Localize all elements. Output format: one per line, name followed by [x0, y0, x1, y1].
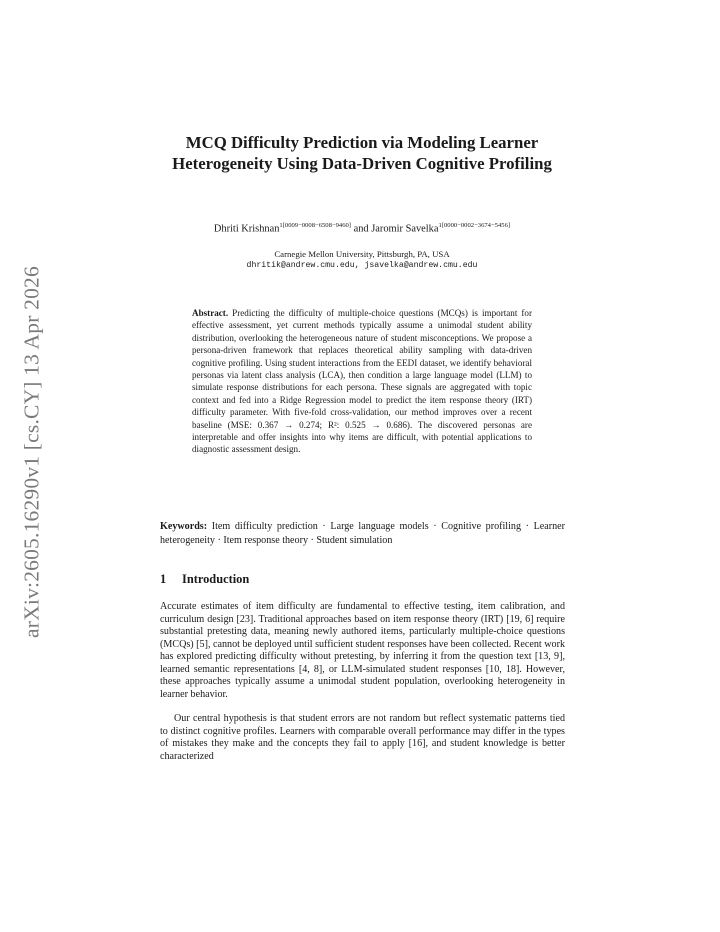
affiliation: Carnegie Mellon University, Pittsburgh, PA, USA: [274, 249, 450, 259]
author-conjunction: and: [353, 223, 369, 235]
abstract: [192, 307, 532, 456]
keywords-label: Keywords:: [160, 521, 208, 532]
arxiv-sidebar-stamp: [18, 258, 46, 646]
paper-title: MCQ Difficulty Prediction via Modeling Learner Heterogeneity Using Data-Driven Cognitive Profiling: [172, 133, 552, 173]
author-name: Dhriti Krishnan: [213, 223, 280, 235]
body-paragraph: Our central hypothesis is that student errors are not random but reflect systematic patterns tied to distinct cognitive profiles. Learners with comparable overall performance may differ in the types of mistakes they make and the concepts they fail to apply [16], and student knowledge is better characterized: [160, 713, 565, 762]
author-orcid: 1[0009−0008−6508−9460]: [279, 222, 352, 229]
keywords-text: Item difficulty prediction · Large language models · Cognitive profiling · Learner heterogeneity · Item response theory · Student simulation: [160, 521, 566, 546]
author-line: [140, 222, 584, 234]
author-emails: dhritik@andrew.cmu.edu, jsavelka@andrew.cmu.edu: [246, 261, 478, 270]
body-paragraph: Accurate estimates of item difficulty are fundamental to effective testing, item calibration, and curriculum design [23]. Traditional approaches based on item response theory (IRT) [19, 6] require substantial pretesting data, meaning newly authored items, particularly multiple-choice questions (MCQs) [5], cannot be deployed until sufficient student responses have been collected. Recent work has explored predicting difficulty without pretesting, by inferring it from the question text [13, 9], learned semantic representations [4, 8], or LLM-simulated student responses [10, 18]. However, these approaches typically assume a unimodal student population, overlooking heterogeneity in learner behavior.: [160, 601, 565, 700]
abstract-text: Predicting the difficulty of multiple-choice questions (MCQs) is important for effective assessment, yet current methods typically assume a unimodal student ability distribution, overlooking the heterogeneous nature of student misconceptions. We propose a persona-driven framework that replaces theoretical ability sampling with data-driven cognitive profiling. Using student interactions from the EEDI dataset, we identify behavioral personas via latent class analysis (LCA), then condition a large language model (LLM) to simulate response distributions for each persona. These signals are aggregated with topic context and fed into a Ridge Regression model to predict the item response theory (IRT) difficulty parameter. With five-fold cross-validation, our method improves over a recent baseline (MSE: 0.367 → 0.274; R²: 0.525 → 0.686). The discovered personas are interpretable and offer insights into why items are difficult, with potential applications to diagnostic assessment design.: [192, 308, 532, 455]
abstract-label: Abstract.: [192, 308, 229, 318]
author-orcid: 1[0000−0002−3674−5456]: [438, 222, 511, 229]
section-title: Introduction: [182, 572, 250, 586]
affiliation-block: [140, 248, 584, 272]
section-number: 1: [160, 572, 167, 586]
author-name: Jaromir Savelka: [371, 223, 439, 235]
arxiv-id-text: arXiv:2605.16290v1 [cs.CY] 13 Apr 2026: [19, 266, 44, 638]
keywords: [160, 520, 565, 548]
section-heading: [160, 572, 249, 587]
